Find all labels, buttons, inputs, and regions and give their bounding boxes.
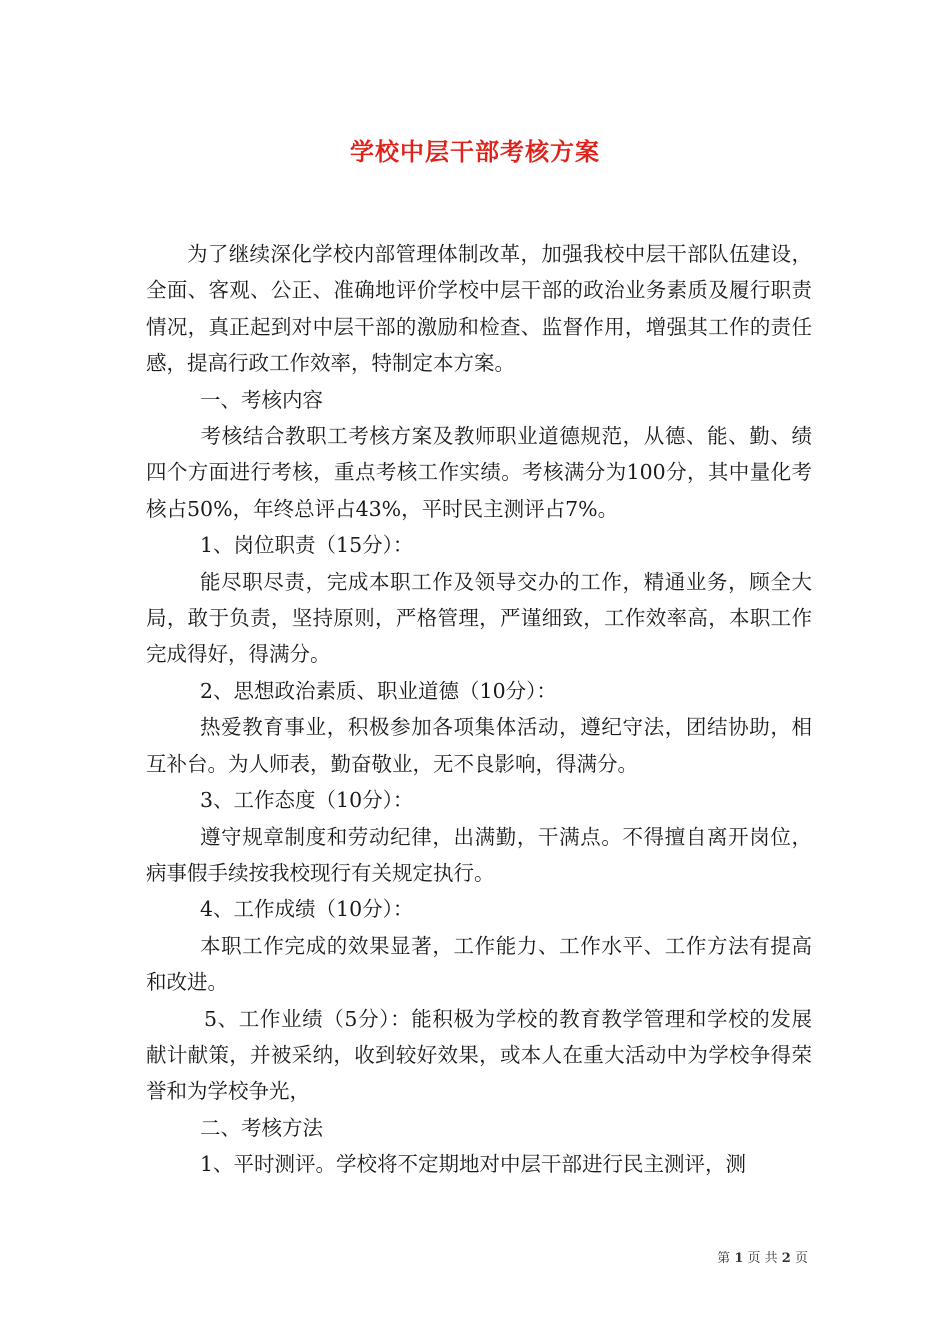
- item-body-3: 遵守规章制度和劳动纪律，出满勤，干满点。不得擅自离开岗位，病事假手续按我校现行有关规定执行。: [146, 824, 812, 885]
- item-heading-4: 4、工作成绩（10分）：: [200, 897, 414, 922]
- content-text: 考核结合教职工考核方案及教师职业道德规范，从德、能、勤、绩四个方面进行考核，重点考核工作实绩。考核满分为100分，其中量化考核占50%，年终总评占43%，平时民主测评占7%。: [146, 424, 812, 521]
- item-heading-2: 2、思想政治素质、职业道德（10分）：: [200, 678, 557, 703]
- content-paragraph: [146, 418, 812, 527]
- page-footer: [717, 1247, 808, 1266]
- item-body-2: 热爱教育事业，积极参加各项集体活动，遵纪守法，团结协助，相互补台。为人师表，勤奋敬业，无不良影响，得满分。: [146, 715, 812, 776]
- section-heading-content: 一、考核内容: [200, 387, 323, 412]
- footer-suffix: 页: [794, 1251, 808, 1266]
- section-heading-method: 二、考核方法: [200, 1115, 323, 1140]
- item-heading-3: 3、工作态度（10分）：: [200, 788, 414, 813]
- current-page-number: 1: [734, 1251, 744, 1266]
- intro-paragraph: 为了继续深化学校内部管理体制改革，加强我校中层干部队伍建设，全面、客观、公正、准确地评价学校中层干部的政治业务素质及履行职责情况，真正起到对中层干部的激励和检查、监督作用，增强其工作的责任感，提高行政工作效率，特制定本方案。: [146, 242, 812, 376]
- item-5: 5、工作业绩（5分）：能积极为学校的教育教学管理和学校的发展献计献策，并被采纳，收到较好效果，或本人在重大活动中为学校争得荣誉和为学校争光，: [146, 1006, 812, 1104]
- item-body-4: 本职工作完成的效果显著，工作能力、工作水平、工作方法有提高和改进。: [146, 933, 812, 995]
- document-body: [146, 236, 812, 1183]
- footer-middle: 页 共: [747, 1251, 778, 1266]
- total-page-number: 2: [781, 1251, 791, 1266]
- footer-prefix: 第: [717, 1251, 731, 1266]
- item-body-1: 能尽职尽责，完成本职工作及领导交办的工作，精通业务，顾全大局，敢于负责，坚持原则，严格管理，严谨细致，工作效率高，本职工作完成得好，得满分。: [146, 569, 812, 667]
- page-title: 学校中层干部考核方案: [350, 137, 600, 166]
- method-paragraph-1: 1、平时测评。学校将不定期地对中层干部进行民主测评，测: [200, 1152, 747, 1177]
- item-heading-1: 1、岗位职责（15分）：: [200, 533, 414, 558]
